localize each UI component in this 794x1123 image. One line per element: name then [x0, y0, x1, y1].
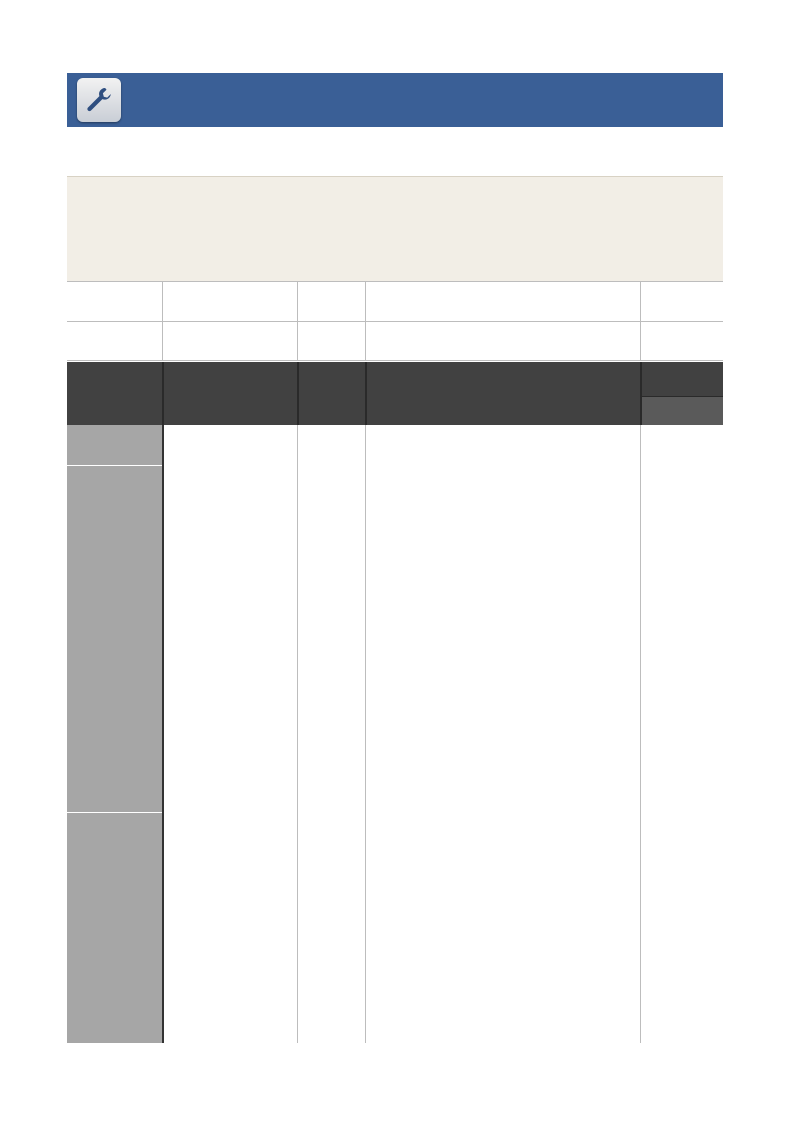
wrench-icon	[83, 84, 115, 116]
info-section	[67, 281, 723, 361]
evaluator-field[interactable]	[163, 321, 297, 361]
col-self-score	[642, 397, 723, 425]
evaluator-label	[67, 321, 162, 361]
category-attendance	[67, 425, 162, 466]
app-logo	[77, 78, 121, 122]
time-range-field[interactable]	[366, 321, 640, 361]
time-label	[298, 321, 365, 361]
col-definition	[367, 362, 640, 425]
dept-field[interactable]	[366, 281, 640, 321]
category-skills	[67, 466, 162, 813]
col-criteria	[642, 362, 723, 396]
category-attitude	[67, 813, 162, 1043]
table-header	[67, 362, 723, 425]
instructions-note	[67, 176, 723, 282]
performance-sheet	[67, 73, 723, 1043]
fill-time-label	[641, 321, 723, 361]
app-banner	[67, 73, 723, 127]
subject-label	[67, 281, 162, 321]
col-indicator	[164, 362, 297, 425]
position-label	[641, 281, 723, 321]
dept-label	[298, 281, 365, 321]
col-category	[67, 362, 162, 425]
subject-field[interactable]	[163, 281, 297, 321]
col-weight	[299, 362, 365, 425]
